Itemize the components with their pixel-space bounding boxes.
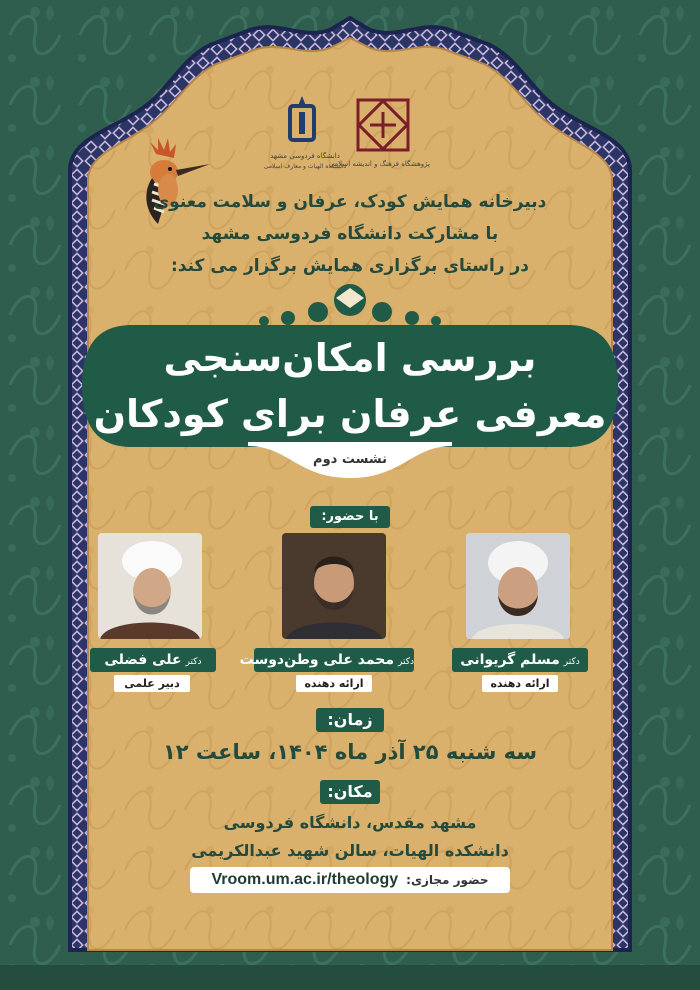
speaker-name-text-1: مسلم گریوانی: [460, 652, 560, 668]
speaker-prefix-3: دکتر: [185, 657, 202, 667]
time-value: سه شنبه ۲۵ آذر ماه ۱۴۰۴، ساعت ۱۲: [162, 740, 538, 764]
place-label: مکان:: [320, 780, 380, 804]
title-line-2: معرفی عرفان برای کودکان: [93, 392, 607, 436]
hoopoe-bird-illustration: [132, 138, 214, 230]
session-label: نشست دوم: [313, 452, 387, 467]
university-logo-caption: دانشگاه فردوسی مشهد: [270, 152, 340, 160]
place-line-1: مشهد مقدس، دانشگاه فردوسی: [223, 813, 477, 832]
speaker-prefix-1: دکتر: [563, 657, 580, 667]
place-line-2: دانشکده الهیات، سالن شهید عبدالکریمی: [191, 841, 509, 860]
speaker-role-2: ارائه دهنده: [296, 675, 372, 692]
speaker-name-3: [90, 648, 216, 672]
university-logo: [282, 92, 322, 152]
speaker-role-1: ارائه دهنده: [482, 675, 558, 692]
time-label: زمان:: [316, 708, 384, 732]
research-institute-logo: [352, 94, 414, 156]
research-institute-caption: پژوهشگاه فرهنگ و اندیشه اسلامی: [328, 160, 430, 168]
title-line-1: بررسی امکان‌سنجی: [163, 336, 537, 380]
virtual-attendance-bar: [190, 867, 510, 893]
intro-line-3: در راستای برگزاری همایش برگزار می کند:: [170, 256, 530, 276]
intro-line-1: دبیرخانه همایش کودک، عرفان و سلامت معنوی: [153, 192, 547, 212]
speaker-name-1: [452, 648, 588, 672]
speaker-photo-1: [466, 533, 570, 639]
speaker-name-text-3: علی فضلی: [104, 652, 182, 668]
faculty-logo-caption: دانشکده الهیات و معارف اسلامی: [263, 163, 347, 170]
speaker-prefix-2: دکتر: [398, 657, 414, 667]
speaker-name-2: [239, 648, 414, 672]
with-presence-label: با حضور:: [310, 506, 390, 528]
intro-line-2: با مشارکت دانشگاه فردوسی مشهد: [201, 224, 499, 244]
speaker-role-3: دبیر علمی: [114, 675, 190, 692]
virtual-label: حضور مجازی:: [406, 873, 489, 887]
virtual-url-link[interactable]: Vroom.um.ac.ir/theology: [211, 871, 399, 888]
speaker-photo-3: [98, 533, 202, 639]
speaker-photo-2: [282, 533, 386, 639]
speaker-name-text-2: محمد علی وطن‌دوست: [239, 652, 395, 668]
